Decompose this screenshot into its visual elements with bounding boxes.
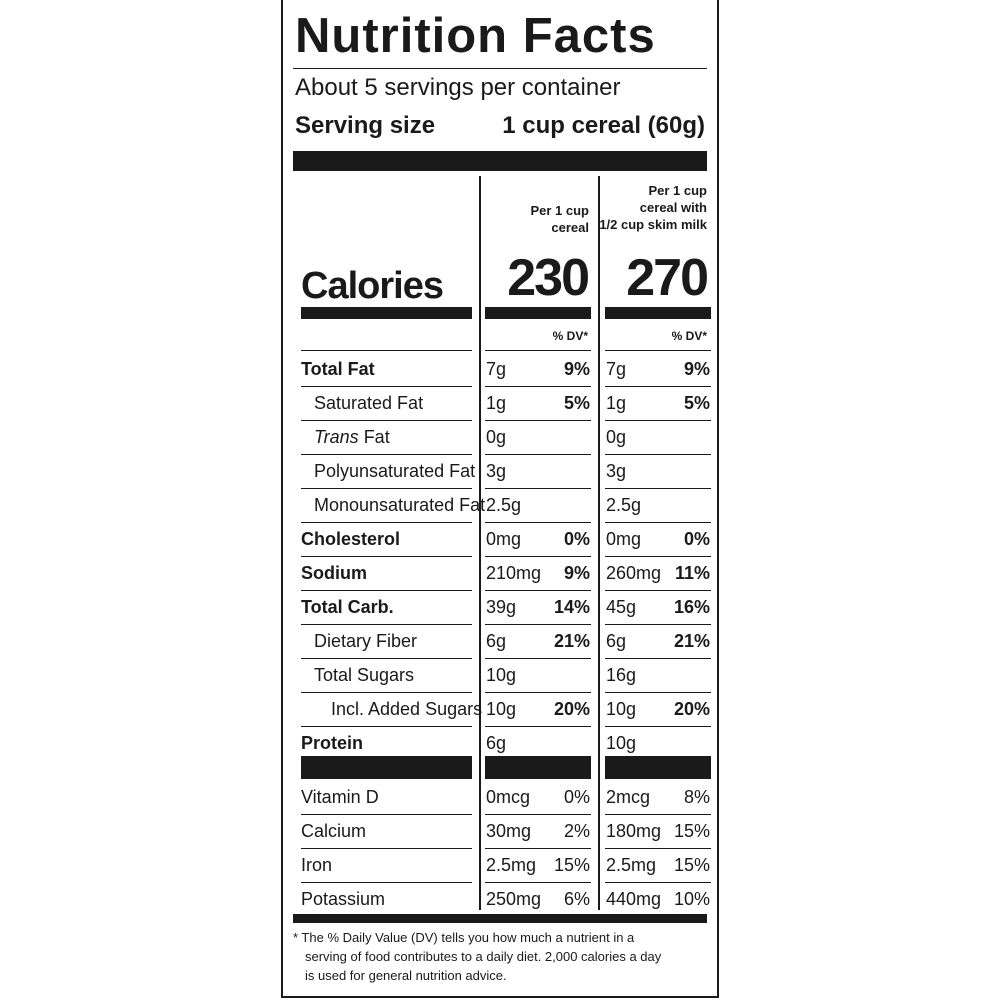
amount-cereal: 10g [486, 665, 517, 685]
dv-with-milk: 16% [673, 597, 710, 617]
column-2-heading-line: cereal with [639, 200, 707, 215]
vitamin-bar-1 [301, 756, 472, 779]
dv-cereal: 20% [553, 699, 590, 719]
calories-label: Calories [301, 265, 443, 307]
servings-per-container: About 5 servings per container [295, 74, 621, 101]
column-2-heading [592, 182, 707, 233]
dv-with-milk: 10% [673, 889, 710, 909]
column-2-heading-line: 1/2 cup skim milk [599, 217, 707, 232]
dv-cereal: 2% [563, 821, 590, 841]
nutrient-name: Sodium [301, 563, 367, 583]
serving-size-value: 1 cup cereal (60g) [502, 112, 705, 139]
dv-heading-1: % DV* [552, 329, 588, 343]
column-1-heading-line: Per 1 cup [530, 203, 589, 218]
nutrient-name: Monounsaturated Fat [314, 495, 486, 515]
nutrient-name-italic: Trans [314, 427, 359, 447]
dv-cereal: 9% [563, 359, 590, 379]
nutrition-facts-title: Nutrition Facts [295, 9, 656, 63]
nutrient-row [283, 386, 721, 420]
calories-bar-3 [605, 307, 711, 319]
nutrient-name: Total Sugars [314, 665, 415, 685]
amount-with-milk: 16g [606, 665, 637, 685]
nutrient-name: Saturated Fat [314, 393, 424, 413]
divider [293, 68, 707, 69]
footnote [293, 928, 713, 985]
nutrient-row [283, 726, 721, 760]
amount-with-milk: 2.5mg [606, 855, 657, 875]
amount-cereal: 250mg [486, 889, 542, 909]
nutrient-name: Polyunsaturated Fat [314, 461, 476, 481]
nutrient-name: Vitamin D [301, 787, 379, 807]
dv-cereal: 9% [563, 563, 590, 583]
calories-bar-2 [485, 307, 591, 319]
column-2-heading-line: Per 1 cup [648, 183, 707, 198]
nutrient-row [283, 454, 721, 488]
amount-cereal: 7g [486, 359, 507, 379]
dv-with-milk: 9% [683, 359, 710, 379]
amount-with-milk: 3g [606, 461, 627, 481]
footnote-line: serving of food contributes to a daily diet. 2,000 calories a day [305, 949, 662, 964]
dv-with-milk: 0% [683, 529, 710, 549]
nutrient-row [283, 624, 721, 658]
nutrient-row [283, 352, 721, 386]
row-rule [301, 350, 472, 351]
amount-with-milk: 260mg [606, 563, 662, 583]
amount-cereal: 0mcg [486, 787, 531, 807]
nutrient-name: Calcium [301, 821, 367, 841]
dv-with-milk: 15% [673, 855, 710, 875]
dv-with-milk: 21% [673, 631, 710, 651]
vitamin-row [283, 882, 721, 916]
footnote-line: is used for general nutrition advice. [305, 968, 507, 983]
thick-divider [293, 151, 707, 171]
vitamin-bar-3 [605, 756, 711, 779]
row-rule [485, 350, 591, 351]
dv-cereal: 0% [563, 787, 590, 807]
serving-size-label: Serving size [295, 112, 436, 139]
row-rule [605, 350, 711, 351]
amount-with-milk: 10g [606, 699, 637, 719]
amount-with-milk: 7g [606, 359, 627, 379]
amount-with-milk: 6g [606, 631, 627, 651]
dv-with-milk: 11% [674, 563, 710, 583]
vitamin-bar-2 [485, 756, 591, 779]
dv-heading-2: % DV* [671, 329, 707, 343]
amount-with-milk: 1g [606, 393, 627, 413]
amount-cereal: 39g [486, 597, 517, 617]
dv-with-milk: 5% [683, 393, 710, 413]
nutrient-row [283, 522, 721, 556]
footnote-line: * The % Daily Value (DV) tells you how much a nutrient in a [293, 930, 635, 945]
vitamin-row [283, 814, 721, 848]
calories-value-with-milk: 270 [626, 249, 707, 307]
nutrient-name: Cholesterol [301, 529, 401, 549]
nutrient-row [283, 488, 721, 522]
dv-with-milk: 20% [673, 699, 710, 719]
nutrient-name-rest: Fat [358, 427, 390, 447]
dv-cereal: 0% [563, 529, 590, 549]
nutrient-row [283, 692, 721, 726]
nutrient-row [283, 590, 721, 624]
nutrient-row [283, 658, 721, 692]
amount-cereal: 3g [486, 461, 507, 481]
column-1-heading [479, 202, 589, 236]
amount-with-milk: 10g [606, 733, 637, 753]
nutrient-name: Protein [301, 733, 364, 753]
amount-with-milk: 2.5g [606, 495, 642, 515]
nutrient-row [283, 420, 721, 454]
nutrition-facts-panel [281, 0, 719, 998]
dv-cereal: 14% [553, 597, 590, 617]
amount-cereal: 6g [486, 631, 507, 651]
amount-cereal: 10g [486, 699, 517, 719]
dv-cereal: 5% [563, 393, 590, 413]
nutrient-name: Iron [301, 855, 333, 875]
column-1-heading-line: cereal [551, 220, 589, 235]
amount-with-milk: 0g [606, 427, 627, 447]
amount-cereal: 210mg [486, 563, 542, 583]
amount-cereal: 0mg [486, 529, 522, 549]
nutrient-name: Incl. Added Sugars [331, 699, 483, 719]
dv-with-milk: 15% [673, 821, 710, 841]
amount-with-milk: 180mg [606, 821, 662, 841]
nutrient-name: Total Fat [301, 359, 375, 379]
dv-with-milk: 8% [683, 787, 710, 807]
calories-bar-1 [301, 307, 472, 319]
nutrient-name: Potassium [301, 889, 386, 909]
nutrient-name: Dietary Fiber [314, 631, 418, 651]
amount-cereal: 1g [486, 393, 507, 413]
amount-with-milk: 0mg [606, 529, 642, 549]
nutrient-name: Total Carb. [301, 597, 394, 617]
amount-cereal: 2.5mg [486, 855, 537, 875]
amount-with-milk: 45g [606, 597, 637, 617]
footnote-divider [293, 914, 707, 923]
amount-cereal: 6g [486, 733, 507, 753]
dv-cereal: 6% [563, 889, 590, 909]
amount-with-milk: 2mcg [606, 787, 651, 807]
dv-cereal: 15% [553, 855, 590, 875]
nutrient-row [283, 556, 721, 590]
nutrient-name [314, 420, 390, 454]
amount-cereal: 30mg [486, 821, 532, 841]
amount-cereal: 0g [486, 427, 507, 447]
amount-cereal: 2.5g [486, 495, 522, 515]
amount-with-milk: 440mg [606, 889, 662, 909]
dv-cereal: 21% [553, 631, 590, 651]
vitamin-row [283, 848, 721, 882]
vitamin-row [283, 780, 721, 814]
calories-value-cereal: 230 [507, 249, 588, 307]
